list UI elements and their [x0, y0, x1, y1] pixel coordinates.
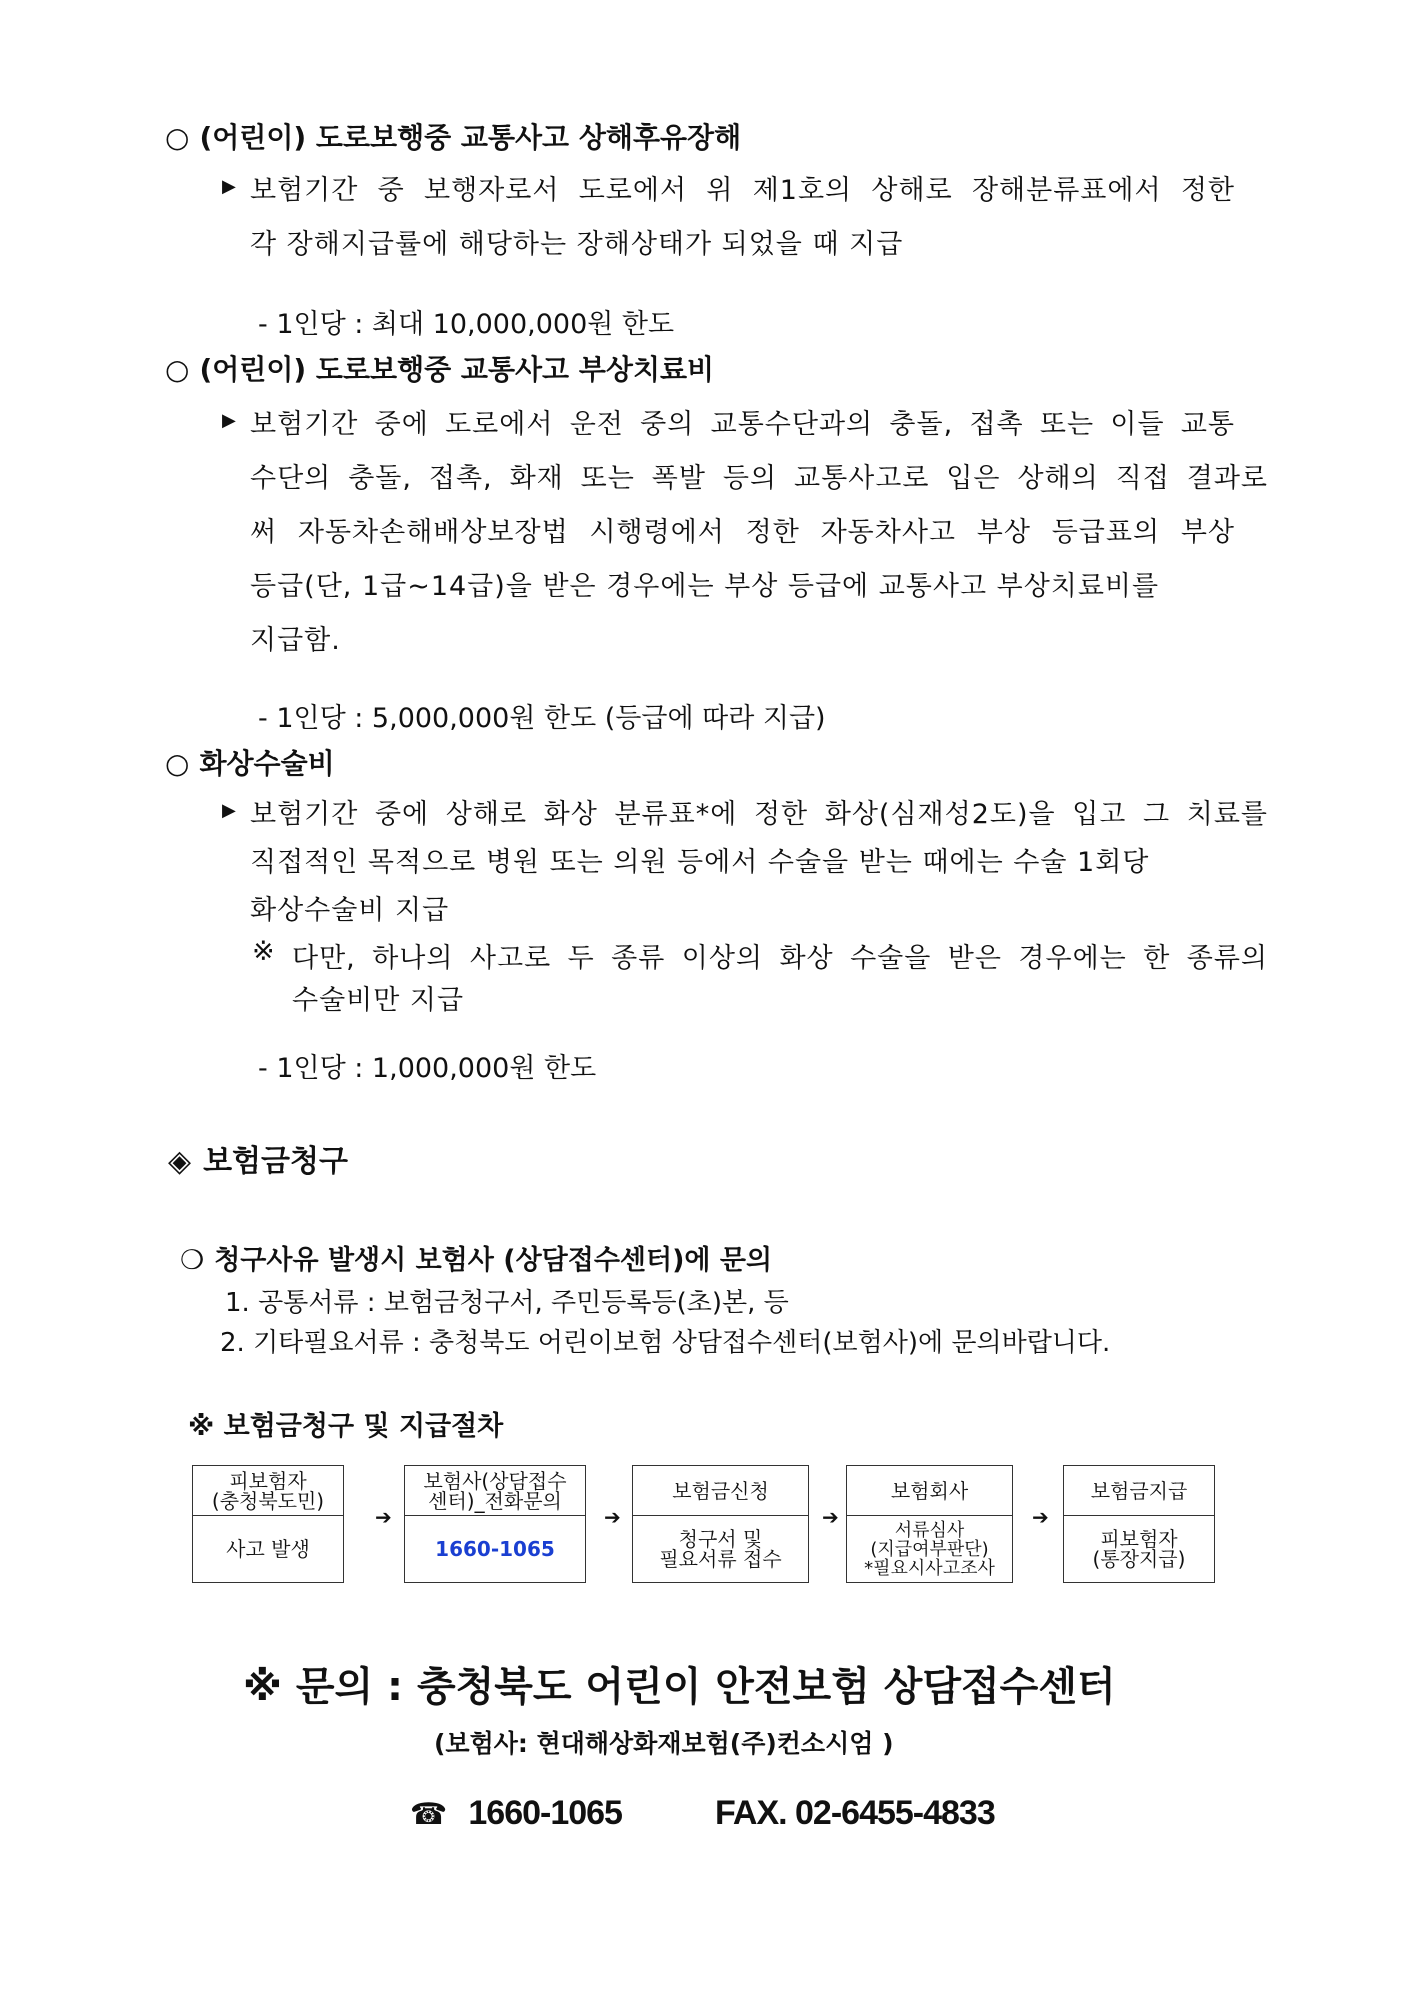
step-4-title: 보험회사: [847, 1466, 1012, 1516]
ring-icon: ❍: [180, 1245, 205, 1276]
phone-number: 1660-1065: [468, 1794, 622, 1832]
step-2-phone: 1660-1065: [435, 1537, 555, 1561]
procedure-step-4: [846, 1465, 1013, 1583]
section-3-line-1: 보험기간 중에 상해로 화상 분류표*에 정한 화상(심재성2도)을 입고 그 치료를: [250, 799, 1268, 830]
claim-subheading: ❍ 청구사유 발생시 보험사 (상담접수센터)에 문의: [180, 1245, 773, 1276]
step-1-title: 피보험자 (충청북도민): [193, 1466, 343, 1516]
section-3-note-line-2: 수술비만 지급: [292, 985, 465, 1016]
section-3-title: ○ 화상수술비: [165, 747, 335, 780]
contact-heading: ※ 문의 : 충청북도 어린이 안전보험 상담접수센터: [243, 1664, 1116, 1710]
circle-icon: ○: [165, 121, 190, 154]
section-2-title: ○ (어린이) 도로보행중 교통사고 부상치료비: [165, 353, 715, 386]
section-2-line-5: 지급함.: [250, 625, 341, 656]
triangle-bullet-icon: ▶: [222, 176, 236, 197]
insurer-name: (보험사: 현대해상화재보험(주)컨소시엄 ): [434, 1729, 894, 1758]
note-mark: ※: [252, 936, 276, 967]
step-3-title: 보험금신청: [633, 1466, 808, 1516]
section-1-title: ○ (어린이) 도로보행중 교통사고 상해후유장해: [165, 121, 742, 154]
fax-number: FAX. 02-6455-4833: [715, 1794, 995, 1832]
section-1-line-2: 각 장해지급률에 해당하는 장해상태가 되었을 때 지급: [250, 229, 904, 260]
procedure-title: ※ 보험금청구 및 지급절차: [188, 1411, 504, 1442]
step-3-body: 청구서 및 필요서류 접수: [659, 1527, 782, 1571]
step-4-body: 서류심사 (지급여부판단) *필요시사고조사: [864, 1519, 995, 1579]
step-1-body: 사고 발생: [226, 1537, 310, 1561]
claim-heading: ◈ 보험금청구: [168, 1144, 348, 1179]
procedure-step-3: [632, 1465, 809, 1583]
circle-icon: ○: [165, 747, 190, 780]
diamond-icon: ◈: [168, 1144, 192, 1179]
section-3-line-2: 직접적인 목적으로 병원 또는 의원 등에서 수술을 받는 때에는 수술 1회당: [250, 847, 1150, 878]
section-2-line-2: 수단의 충돌, 접촉, 화재 또는 폭발 등의 교통사고로 입은 상해의 직접 결과로: [250, 463, 1268, 494]
contact-phone: [410, 1794, 622, 1833]
step-5-body: 피보험자 (통장지급): [1092, 1527, 1186, 1571]
telephone-icon: ☎: [410, 1797, 447, 1832]
section-1-line-1: 보험기간 중 보행자로서 도로에서 위 제1호의 상해로 장해분류표에서 정한: [250, 175, 1235, 206]
arrow-right-icon: ➔: [1032, 1505, 1049, 1529]
procedure-step-5: [1063, 1465, 1215, 1583]
section-3-note-line-1: 다만, 하나의 사고로 두 종류 이상의 화상 수술을 받은 경우에는 한 종류의: [292, 943, 1268, 974]
section-3-line-3: 화상수술비 지급: [250, 895, 450, 926]
arrow-right-icon: ➔: [822, 1505, 839, 1529]
claim-doc-2: 2. 기타필요서류 : 충청북도 어린이보험 상담접수센터(보험사)에 문의바랍니다.: [220, 1328, 1111, 1358]
claim-doc-1: 1. 공통서류 : 보험금청구서, 주민등록등(초)본, 등: [225, 1288, 789, 1318]
circle-icon: ○: [165, 353, 190, 386]
section-1-limit: - 1인당 : 최대 10,000,000원 한도: [258, 309, 675, 340]
section-3-limit: - 1인당 : 1,000,000원 한도: [258, 1053, 597, 1084]
section-2-line-4: 등급(단, 1급~14급)을 받은 경우에는 부상 등급에 교통사고 부상치료비를: [250, 571, 1160, 602]
section-2-limit: - 1인당 : 5,000,000원 한도 (등급에 따라 지급): [258, 703, 826, 734]
arrow-right-icon: ➔: [604, 1505, 621, 1529]
triangle-bullet-icon: ▶: [222, 410, 236, 431]
arrow-right-icon: ➔: [375, 1505, 392, 1529]
step-2-title: 보험사(상담접수 센터)_전화문의: [405, 1466, 585, 1516]
step-5-title: 보험금지급: [1064, 1466, 1214, 1516]
procedure-step-1: [192, 1465, 344, 1583]
triangle-bullet-icon: ▶: [222, 800, 236, 821]
section-2-line-1: 보험기간 중에 도로에서 운전 중의 교통수단과의 충돌, 접촉 또는 이들 교통: [250, 409, 1235, 440]
section-2-line-3: 써 자동차손해배상보장법 시행령에서 정한 자동차사고 부상 등급표의 부상: [250, 517, 1235, 548]
procedure-step-2: [404, 1465, 586, 1583]
